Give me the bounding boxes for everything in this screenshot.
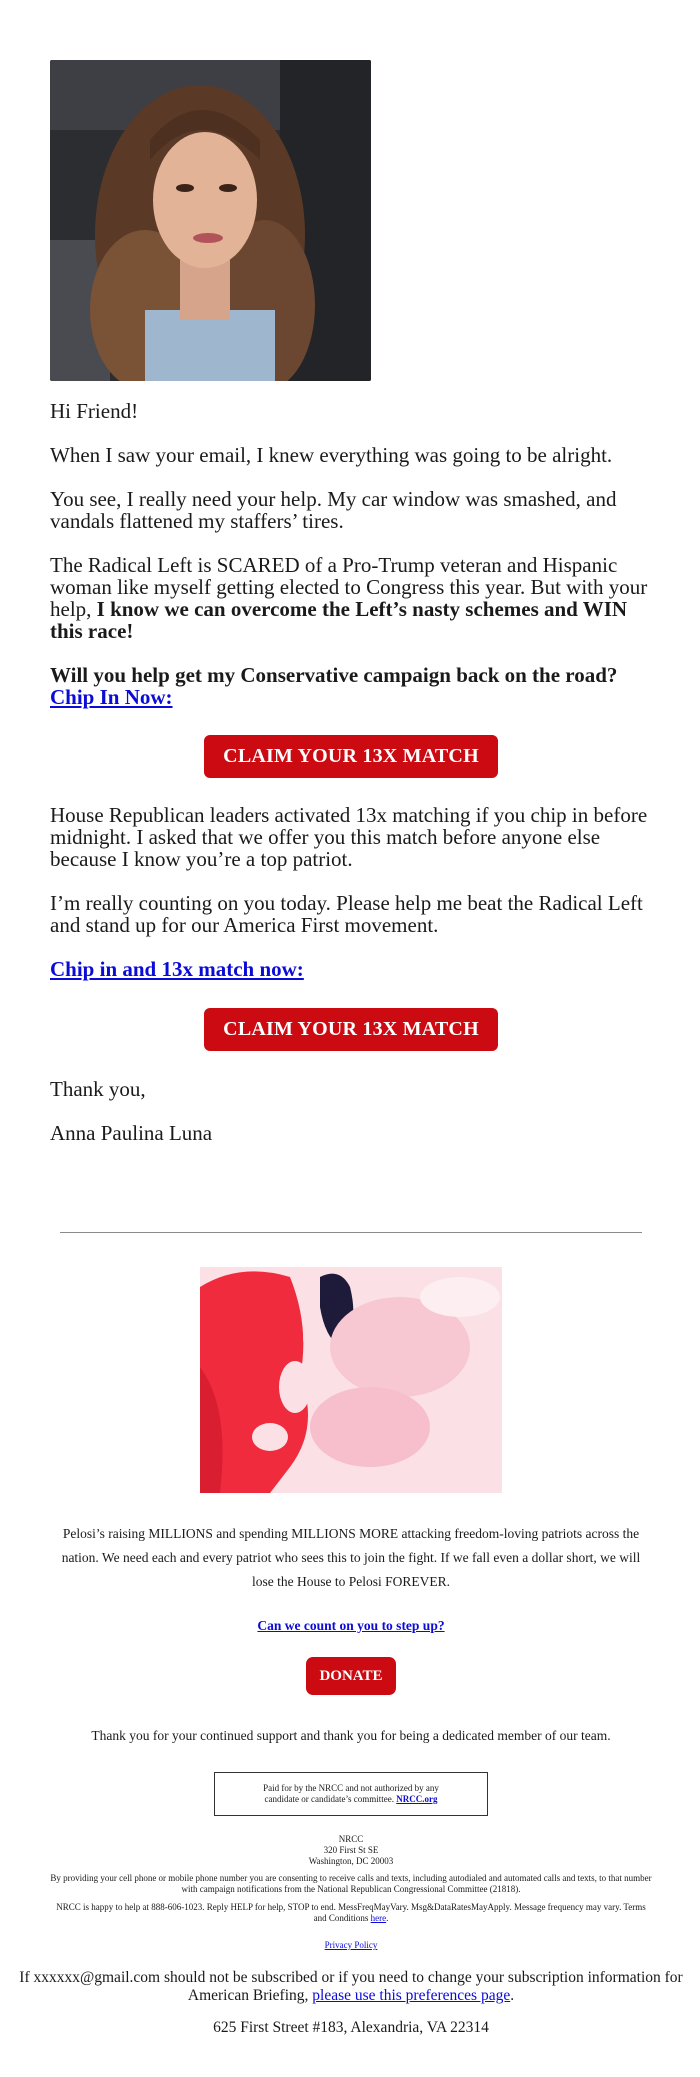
nrcc-address [50,1834,652,1867]
paid-for-box [214,1772,488,1816]
addr-line-2: 320 First St SE [323,1845,379,1855]
candidate-photo [50,60,371,381]
unsubscribe-text: If xxxxxx@gmail.com should not be subscribed or if you need to change your subscription information for American Briefing, [19,1969,683,2004]
divider [60,1232,642,1233]
preferences-link[interactable]: please use this preferences page [312,1987,511,2004]
paragraph-7 [50,958,650,980]
chip-in-match-link[interactable]: Chip in and 13x match now: [50,957,304,981]
paragraph-3-bold: I know we can overcome the Left’s nasty schemes and WIN this race! [50,597,628,643]
paragraph-1: When I saw your email, I knew everything was going to be alright. [50,443,613,467]
paragraph-3-text: The Radical Left is SCARED of a Pro-Trump veteran and Hispanic woman like myself getting elected to Congress this year. But with your help, [50,553,648,621]
count-on-you-link[interactable]: Can we count on you to step up? [257,1618,445,1633]
paragraph-5: House Republican leaders activated 13x matching if you chip in before midnight. I asked that we offer you this match before anyone else because I know you’re a top patriot. [50,803,648,871]
paid-line-2-text: candidate or candidate’s committee. [264,1794,394,1804]
paragraph-4 [50,664,650,708]
signature: Anna Paulina Luna [50,1121,213,1145]
addr-line-3: Washington, DC 20003 [308,1856,394,1866]
paid-line-1: Paid for by the NRCC and not authorized by any [263,1783,439,1793]
privacy-policy-link[interactable]: Privacy Policy [324,1940,378,1950]
thank-support: Thank you for your continued support and thank you for being a dedicated member of our team. [91,1728,611,1743]
paid-line-2 [215,1794,487,1805]
chip-in-now-link[interactable]: Chip In Now: [50,685,173,709]
donate-button[interactable]: DONATE [306,1657,396,1695]
footer-artwork [200,1267,502,1493]
count-on-you [50,1614,652,1638]
privacy [50,1940,652,1951]
paragraph-2: You see, I really need your help. My car window was smashed, and vandals flattened my staffers’ tires. [50,487,617,533]
nrcc-org-link[interactable]: NRCC.org [396,1794,438,1804]
greeting: Hi Friend! [50,399,139,423]
paragraph-6: I’m really counting on you today. Please help me beat the Radical Left and stand up for our America First movement. [50,891,643,937]
pelosi-text: Pelosi’s raising MILLIONS and spending MILLIONS MORE attacking freedom-loving patriots across the nation. We need each and every patriot who sees this to join the fight. If we fall even a dollar short, we will lose the House to Pelosi FOREVER. [61,1526,641,1589]
mailing-address: 625 First Street #183, Alexandria, VA 22314 [213,2019,489,2036]
addr-line-1: NRCC [338,1834,364,1844]
thank-you: Thank you, [50,1077,146,1101]
help-text-body: NRCC is happy to help at 888-606-1023. Reply HELP for help, STOP to end. MessFreqMayVary. Msg&DataRatesMayApply. Message frequency may vary. Terms and Conditions [56,1902,646,1923]
claim-match-button-1[interactable]: CLAIM YOUR 13X MATCH [204,735,498,778]
unsubscribe-notice: If xxxxxx@gmail.com should not be subscribed or if you need to change your subscription information for American Briefing, please use this preferences page. [19,1969,683,2004]
claim-match-button-2[interactable]: CLAIM YOUR 13X MATCH [204,1008,498,1051]
consent-text: By providing your cell phone or mobile phone number you are consenting to receive calls and texts, including autodialed and automated calls and texts, to that number with campaign notifications from the National Republican Congressional Committee (21818). [50,1873,652,1894]
paragraph-4-bold: Will you help get my Conservative campaign back on the road? [50,663,618,687]
terms-here-link[interactable]: here [370,1913,387,1923]
paragraph-3 [50,554,650,642]
help-text: NRCC is happy to help at 888-606-1023. Reply HELP for help, STOP to end. MessFreqMayVary. Msg&DataRatesMayApply. Message frequency may vary. Terms and Conditions here. [56,1902,646,1923]
